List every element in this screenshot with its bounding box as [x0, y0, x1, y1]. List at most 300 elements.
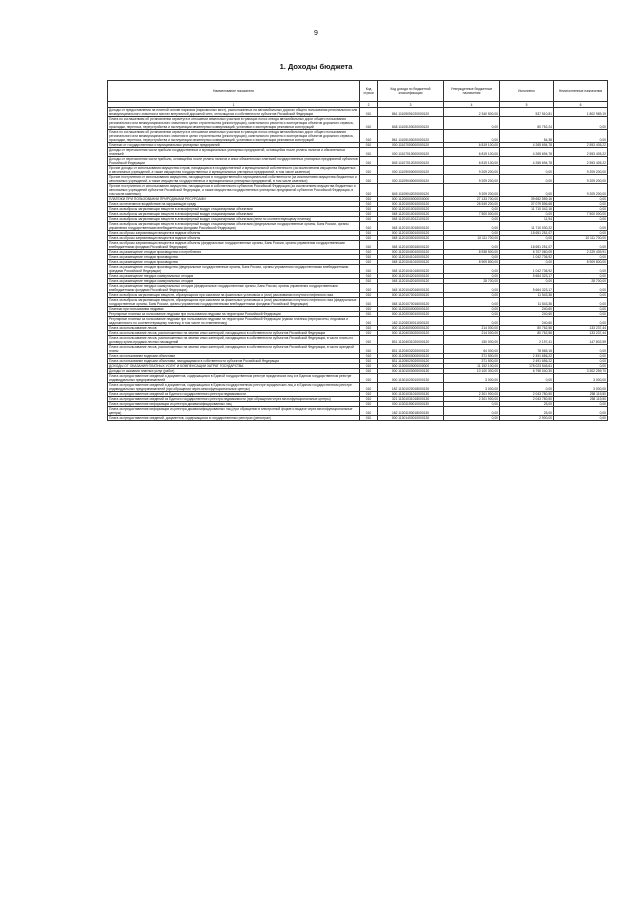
line-code-cell: 010 — [360, 222, 378, 231]
line-code-cell: 010 — [360, 364, 378, 369]
unexecuted-amount-cell: 0,00 — [554, 312, 608, 317]
line-code-cell: 010 — [360, 157, 378, 166]
line-code-cell: 010 — [360, 255, 378, 260]
unexecuted-amount-cell: 9 209 200,00 — [554, 184, 608, 197]
indicator-name-cell: Плата за размещение отходов производства (федеральные государственные органы, Банк России, органы управления государственными внебюджетными фондами Российской Федерации) — [108, 265, 360, 274]
line-code-cell: 010 — [360, 354, 378, 359]
executed-amount-cell: 4 265 694,78 — [500, 148, 554, 157]
approved-amount-cell: 8 909 800,00 — [444, 260, 500, 265]
header-line-code: Код строки — [360, 81, 378, 102]
executed-amount-cell: 6 707 060,09 — [500, 250, 554, 255]
table-row — [108, 148, 608, 157]
approved-amount-cell: 7 500 000,00 — [444, 212, 500, 217]
approved-amount-cell: 0,00 — [444, 312, 500, 317]
unexecuted-amount-cell: 0,00 — [554, 364, 608, 369]
indicator-name-cell: Плата за выбросы загрязняющих веществ, образующихся при сжигании на факельных установках и (или) рассеивании попутного нефтяного газа (федеральные государственные органы, Банк России, органы управления государственными внебюджетными фондами Российской Федерации) — [108, 298, 360, 307]
unexecuted-amount-cell: 3 000,00 — [554, 383, 608, 392]
approved-amount-cell: 6 819 100,00 — [444, 157, 500, 166]
table-row — [108, 222, 608, 231]
unexecuted-amount-cell: 0,00 — [554, 359, 608, 364]
line-code-cell: 010 — [360, 392, 378, 397]
line-code-cell: 010 — [360, 241, 378, 250]
indicator-name-cell: Плата за размещение отходов производства — [108, 255, 360, 260]
income-code-cell: 831 11204032020000120 — [378, 345, 444, 354]
unexecuted-amount-cell: 0,00 — [554, 307, 608, 312]
column-number: 3 — [378, 102, 444, 108]
approved-amount-cell: 0,00 — [444, 416, 500, 421]
line-code-cell: 010 — [360, 260, 378, 265]
line-code-cell: 010 — [360, 359, 378, 364]
unexecuted-amount-cell: 2 229 439,91 — [554, 250, 608, 255]
executed-amount-cell: 5 664 323,17 — [500, 274, 554, 279]
unexecuted-amount-cell: 9 209 200,00 — [554, 175, 608, 184]
approved-amount-cell: 0,00 — [444, 207, 500, 212]
line-code-cell: 010 — [360, 166, 378, 175]
executed-amount-cell: 240,60 — [500, 317, 554, 326]
approved-amount-cell: 3 000,00 — [444, 383, 500, 392]
indicator-name-cell: Плата за использование лесов, расположенных на землях иных категорий, находящихся в собственности субъектов Российской Федерации, в части арендной платы — [108, 345, 360, 354]
approved-amount-cell: 0,00 — [444, 231, 500, 236]
indicator-name-cell: Плата за предоставление сведений, документов, содержащихся в государственных реестрах (регистрах) — [108, 416, 360, 421]
line-code-cell: 010 — [360, 217, 378, 222]
unexecuted-amount-cell: 2 553 405,22 — [554, 143, 608, 148]
executed-amount-cell: 0,00 — [500, 184, 554, 197]
unexecuted-amount-cell: 0,00 — [554, 217, 608, 222]
income-code-cell: 182 11301190018000130 — [378, 407, 444, 416]
indicator-name-cell: Плата за предоставление сведений и документов, содержащихся в Единой государственном реестре юридических лиц и в Едином государственном реестре индивидуальных предпринимателей — [108, 374, 360, 383]
unexecuted-amount-cell: 0,00 — [554, 231, 608, 236]
income-code-cell: 000 11109000000000120 — [378, 166, 444, 175]
income-code-cell: 000 11204000000000120 — [378, 326, 444, 331]
approved-amount-cell: 26 549 200,00 — [444, 202, 500, 207]
executed-amount-cell: 240,60 — [500, 307, 554, 312]
line-code-cell: 010 — [360, 383, 378, 392]
approved-amount-cell: 2 340 500,00 — [444, 108, 500, 117]
income-code-cell: 848 11105100020000120 — [378, 117, 444, 130]
unexecuted-amount-cell: 258 119,50 — [554, 392, 608, 397]
approved-amount-cell: 8 938 500,00 — [444, 250, 500, 255]
unexecuted-amount-cell: 0,00 — [554, 265, 608, 274]
income-code-cell: 000 11109040000000120 — [378, 175, 444, 184]
income-code-cell: 182 11301020018000130 — [378, 383, 444, 392]
indicator-name-cell: Доходы от оказания платных услуг (работ) — [108, 369, 360, 374]
unexecuted-amount-cell: 133 237,44 — [554, 326, 608, 331]
income-code-cell: 182 11202030011000120 — [378, 317, 444, 326]
indicator-name-cell: Плата за сбросы загрязняющих веществ в водные объекты — [108, 231, 360, 236]
income-code-cell: 048 11201042010000120 — [378, 279, 444, 284]
indicator-name-cell: Плата за пользование водными объектами, находящимися в собственности субъектов Российской Федерации — [108, 359, 360, 364]
approved-amount-cell: 0,00 — [444, 293, 500, 298]
table-row — [108, 345, 608, 354]
executed-amount-cell: 25,00 — [500, 407, 554, 416]
table-row — [108, 241, 608, 250]
approved-amount-cell: 0,00 — [444, 407, 500, 416]
unexecuted-amount-cell: 3 000,00 — [554, 374, 608, 383]
indicator-name-cell: Плата за пользование водными объектами — [108, 354, 360, 359]
executed-amount-cell: 2 197,41 — [500, 336, 554, 345]
indicator-name-cell: Регулярные платежи за пользование недрами при пользовании недрами на территории Российской Федерации (суммы платежа (перерасчеты, недоимка и задолженность по соответствующему платежу, в том числе по отмененному) — [108, 317, 360, 326]
executed-amount-cell: 2 043 780,50 — [500, 397, 554, 402]
income-code-cell: 048 11201030010000120 — [378, 236, 444, 241]
line-code-cell: 010 — [360, 250, 378, 255]
indicator-name-cell: Доходы от перечисления части прибыли, остающейся после уплаты налогов и иных обязательных платежей государственных унитарных предприятий субъектов Российской Федерации — [109, 157, 358, 165]
income-code-cell: 000 11301031010000130 — [378, 392, 444, 397]
indicator-name-cell: Плата за размещение твердых коммунальных отходов (федеральные государственные органы, Банк России, органы управления государственными внебюджетными фондами Российской Федерации) — [108, 284, 360, 293]
line-code-cell: 010 — [360, 298, 378, 307]
unexecuted-amount-cell: 0,00 — [554, 255, 608, 260]
executed-amount-cell: 4 265 694,78 — [500, 157, 554, 166]
indicator-name-cell: Плата по соглашениям об установлении сервитута в отношении земельных участков в границах полос отвода автомобильных дорог общего пользования регионального или межмуниципального значения в целях строительства (реконструкции), капитального ремонта и эксплуатации объектов дорожного сервиса, прокладки, переноса, переустройства и эксплуатации инженерных коммуникаций, установки и эксплуатации рекламных конструкций — [108, 130, 360, 143]
approved-amount-cell: 9 209 200,00 — [444, 184, 500, 197]
approved-amount-cell: 0,00 — [444, 284, 500, 293]
line-code-cell: 010 — [360, 416, 378, 421]
income-code-cell: 861 11105100020000120 — [378, 130, 444, 143]
approved-amount-cell: 10 100 300,00 — [444, 369, 500, 374]
income-code-cell: 000 11201040010000120 — [378, 250, 444, 255]
table-row — [108, 374, 608, 383]
executed-amount-cell: 18 651 251,07 — [500, 231, 554, 236]
income-code-cell: 048 11201010010000120 — [378, 212, 444, 217]
column-number: 1 — [108, 102, 360, 108]
approved-amount-cell: 0,00 — [444, 217, 500, 222]
line-code-cell: 010 — [360, 326, 378, 331]
income-code-cell: 000 11107000000000120 — [378, 143, 444, 148]
executed-amount-cell: 178 023 546,61 — [500, 364, 554, 369]
unexecuted-amount-cell: 1 802 989,19 — [554, 108, 608, 117]
income-code-cell: 048 11201030016000120 — [378, 241, 444, 250]
approved-amount-cell: 27 133 700,00 — [444, 197, 500, 202]
approved-amount-cell: 0,00 — [444, 130, 500, 143]
unexecuted-amount-cell: 2 553 405,22 — [554, 148, 608, 157]
unexecuted-amount-cell: 0,00 — [554, 207, 608, 212]
executed-amount-cell: 18 651 251,07 — [500, 241, 554, 250]
approved-amount-cell: 0,00 — [444, 222, 500, 231]
executed-amount-cell: 54,38 — [500, 130, 554, 143]
income-code-cell: 845 11107012020000120 — [378, 157, 444, 166]
indicator-name-cell: Плата за использование лесов, расположенных на землях иных категорий, находящихся в собственности субъектов Российской Федерации — [108, 331, 360, 336]
approved-amount-cell: 371 500,00 — [444, 354, 500, 359]
executed-amount-cell: 37 079 896,68 — [500, 202, 554, 207]
approved-amount-cell: 0,00 — [444, 307, 500, 312]
approved-amount-cell: 150 000,00 — [444, 336, 500, 345]
indicator-name-cell: Платежи от государственных и муниципальных унитарных предприятий — [108, 143, 360, 148]
header-income-code: Код дохода по бюджетной классификации — [378, 81, 444, 102]
executed-amount-cell: 11 543,36 — [500, 298, 554, 307]
income-code-cell: 000 11204030020000120 — [378, 331, 444, 336]
executed-amount-cell: 240,60 — [500, 312, 554, 317]
income-code-cell: 048 11201070016000120 — [378, 298, 444, 307]
table-row — [108, 407, 608, 416]
approved-amount-cell: 9 209 200,00 — [444, 175, 500, 184]
approved-amount-cell: 3 000,00 — [444, 374, 500, 383]
executed-amount-cell: 0,00 — [500, 175, 554, 184]
income-code-cell: 861 11105091020000120 — [378, 108, 444, 117]
executed-amount-cell: 25,00 — [500, 402, 554, 407]
executed-amount-cell: 80 762,56 — [500, 326, 554, 331]
indicator-name-cell: Плата за предоставление информации из реестра дисквалифицированных лиц — [108, 402, 360, 407]
executed-amount-cell: 0,00 — [500, 383, 554, 392]
approved-amount-cell: 64 000,00 — [444, 345, 500, 354]
unexecuted-amount-cell: 0,00 — [554, 354, 608, 359]
approved-amount-cell: 6 819 100,00 — [444, 148, 500, 157]
income-code-cell: 000 11301400010000130 — [378, 416, 444, 421]
unexecuted-amount-cell: 0,00 — [554, 197, 608, 202]
line-code-cell: 010 — [360, 317, 378, 326]
approved-amount-cell: 0,00 — [444, 117, 500, 130]
indicator-name-cell: Прочие поступления от использования имущества, находящегося в государственной и муниципальной собственности (за исключением имущества бюджетных и автономных учреждений, а также имущества государственных и муниципальных унитарных предприятий, в том числе казенных) — [108, 175, 360, 184]
executed-amount-cell: 2 491 656,22 — [500, 354, 554, 359]
approved-amount-cell: 0,00 — [444, 317, 500, 326]
indicator-name-cell: Плата за выбросы загрязняющих веществ в атмосферный воздух стационарными объектами (федеральные государственные органы, Банк России, органы управления государственными внебюджетными фондами Российской Федерации) — [108, 222, 360, 231]
income-code-cell: 000 11301190010000130 — [378, 402, 444, 407]
line-code-cell: 010 — [360, 279, 378, 284]
income-code-cell: 000 11107010000000120 — [378, 148, 444, 157]
indicator-name-cell: Плата за выбросы загрязняющих веществ в атмосферный воздух стационарными объектами (пени по соответствующему платежу) — [108, 217, 360, 222]
indicator-name-cell: Плата за размещение отходов производства — [108, 260, 360, 265]
approved-amount-cell: 2 301 900,00 — [444, 397, 500, 402]
line-code-cell: 010 — [360, 312, 378, 317]
executed-amount-cell: 2 900,00 — [500, 416, 554, 421]
budget-income-table — [107, 80, 608, 421]
executed-amount-cell: 80 752,24 — [500, 117, 554, 130]
unexecuted-amount-cell: 8 909 800,00 — [554, 260, 608, 265]
income-code-cell: 048 11201010016000120 — [378, 222, 444, 231]
income-code-cell: 048 11201042016000120 — [378, 284, 444, 293]
table-row — [108, 317, 608, 326]
executed-amount-cell: 0,00 — [500, 279, 554, 284]
line-code-cell: 010 — [360, 148, 378, 157]
unexecuted-amount-cell: 133 237,44 — [554, 331, 608, 336]
income-code-cell: 845 11109042020000120 — [378, 184, 444, 197]
indicator-name-cell: Плата за предоставление сведений и документов, содержащихся в Едином государственном реестре юридических лиц и в Едином государственном реестре индивидуальных предпринимателей (при обращении через многофункциональные центры) — [108, 383, 360, 392]
income-code-cell: 000 11201010010000120 — [378, 207, 444, 212]
line-code-cell: 010 — [360, 207, 378, 212]
column-number: 5 — [500, 102, 554, 108]
income-code-cell: 000 11300000000000000 — [378, 364, 444, 369]
unexecuted-amount-cell: 3 302 259,70 — [554, 369, 608, 374]
table-body — [108, 108, 608, 421]
header-executed: Исполнено — [500, 81, 554, 102]
executed-amount-cell: 4 265 694,78 — [500, 143, 554, 148]
indicator-name-cell: Плата за выбросы загрязняющих веществ, образующихся при сжигании на факельных установках и (или) рассеивании попутного нефтяного газа — [108, 293, 360, 298]
table-row — [108, 157, 608, 166]
approved-amount-cell: 9 209 200,00 — [444, 166, 500, 175]
executed-amount-cell: 2 043 780,50 — [500, 392, 554, 397]
executed-amount-cell: 78 565,15 — [500, 345, 554, 354]
line-code-cell: 010 — [360, 293, 378, 298]
unexecuted-amount-cell: 9 209 200,00 — [554, 166, 608, 175]
line-code-cell: 010 — [360, 284, 378, 293]
unexecuted-amount-cell: 7 500 000,00 — [554, 212, 608, 217]
indicator-name-cell: Плата за размещение твердых коммунальных отходов — [108, 274, 360, 279]
income-code-cell: 000 11201070010000120 — [378, 293, 444, 298]
approved-amount-cell: 6 819 100,00 — [444, 143, 500, 148]
executed-amount-cell: 0,00 — [500, 374, 554, 383]
line-code-cell: 010 — [360, 369, 378, 374]
line-code-cell: 010 — [360, 307, 378, 312]
indicator-name-cell: Доходы от перечисления части прибыли государственных и муниципальных унитарных предприятий, остающейся после уплаты налогов и обязательных платежей — [108, 148, 360, 157]
income-code-cell: 831 11205020020000120 — [378, 359, 444, 364]
income-code-cell: 000 11202000000000120 — [378, 307, 444, 312]
income-code-cell: 000 11301020010000130 — [378, 374, 444, 383]
executed-amount-cell: 6 798 040,30 — [500, 369, 554, 374]
page-number: 9 — [314, 30, 318, 37]
indicator-name-cell: Регулярные платежи за пользование недрами при пользовании недрами на территории Российской Федерации — [108, 312, 360, 317]
unexecuted-amount-cell: 0,00 — [554, 416, 608, 421]
income-code-cell: 000 11201030010000120 — [378, 231, 444, 236]
unexecuted-amount-cell: 0,00 — [554, 222, 608, 231]
executed-amount-cell: 5 664 323,17 — [500, 284, 554, 293]
executed-amount-cell: 0,00 — [500, 260, 554, 265]
unexecuted-amount-cell: 0,00 — [554, 284, 608, 293]
indicator-name-cell: Прочие поступления от использования имущества, находящегося в собственности субъектов Российской Федерации (за исключением имущества бюджетных и автономных учреждений субъектов Российской Федерации, а также имущества государственных унитарных предприятий субъектов Российской Федерации, в том числе казенных) — [108, 184, 360, 197]
unexecuted-amount-cell: 10 111 700,00 — [554, 236, 608, 241]
unexecuted-amount-cell: 0,00 — [554, 345, 608, 354]
unexecuted-amount-cell: 0,00 — [554, 130, 608, 143]
unexecuted-amount-cell: 0,00 — [554, 117, 608, 130]
line-code-cell: 010 — [360, 117, 378, 130]
unexecuted-amount-cell: 258 119,50 — [554, 397, 608, 402]
indicator-name-cell: Плата за размещение твердых коммунальных отходов — [108, 279, 360, 284]
line-code-cell: 010 — [360, 397, 378, 402]
indicator-name-cell: Плата за сбросы загрязняющих веществ в водные объекты — [108, 236, 360, 241]
table-row — [108, 166, 608, 175]
unexecuted-amount-cell: 0,00 — [554, 407, 608, 416]
table-row — [108, 117, 608, 130]
table-row — [108, 265, 608, 274]
executed-amount-cell: 0,00 — [500, 236, 554, 241]
unexecuted-amount-cell: 2 553 405,22 — [554, 157, 608, 166]
income-code-cell: 000 11201042010000120 — [378, 274, 444, 279]
line-code-cell: 010 — [360, 184, 378, 197]
approved-amount-cell: 0,00 — [444, 298, 500, 307]
approved-amount-cell: 10 111 700,00 — [444, 236, 500, 241]
table-header-row — [108, 81, 608, 102]
line-code-cell: 010 — [360, 231, 378, 236]
header-indicator-name: Наименование показателя — [108, 81, 360, 102]
indicator-name-cell: Плата за предоставление информации из реестра дисквалифицированных лиц (при обращении в электронной форме и выдаче через многофункциональные центры) — [108, 407, 360, 416]
table-row — [108, 416, 608, 421]
approved-amount-cell: 0,00 — [444, 265, 500, 274]
approved-amount-cell: 0,00 — [444, 255, 500, 260]
table-row — [108, 175, 608, 184]
column-number: 4 — [444, 102, 500, 108]
line-code-cell: 010 — [360, 345, 378, 354]
line-code-cell: 010 — [360, 202, 378, 207]
executed-amount-cell: 537 510,81 — [500, 108, 554, 117]
approved-amount-cell: 0,00 — [444, 241, 500, 250]
table-row — [108, 184, 608, 197]
income-code-cell: 321 11301031018000130 — [378, 397, 444, 402]
line-code-cell: 010 — [360, 197, 378, 202]
unexecuted-amount-cell: 0,00 — [554, 317, 608, 326]
line-code-cell: 010 — [360, 265, 378, 274]
indicator-name-cell: Плата за сбросы загрязняющих веществ в водные объекты (федеральные государственные органы, Банк России, органы управления государственными внебюджетными фондами Российской Федерации) — [108, 241, 360, 250]
executed-amount-cell: 0,00 — [500, 212, 554, 217]
line-code-cell: 010 — [360, 374, 378, 383]
income-code-cell: 000 11201041010000120 — [378, 255, 444, 260]
line-code-cell: 010 — [360, 331, 378, 336]
indicator-name-cell: Плата за использование лесов, расположенных на землях иных категорий, находящихся в собственности субъектов Российской Федерации, в части платы по договору купли-продажи лесных насаждений — [108, 336, 360, 345]
header-approved: Утвержденные бюджетные назначения — [444, 81, 500, 102]
line-code-cell: 010 — [360, 402, 378, 407]
approved-amount-cell: 214 000,00 — [444, 331, 500, 336]
table-row — [108, 108, 608, 117]
income-code-cell: 048 11201041016000120 — [378, 265, 444, 274]
indicator-name-cell: Плата за негативное воздействие на окружающую среду — [108, 202, 360, 207]
line-code-cell: 010 — [360, 108, 378, 117]
unexecuted-amount-cell: 0,00 — [554, 293, 608, 298]
unexecuted-amount-cell: 0,00 — [554, 274, 608, 279]
line-code-cell: 010 — [360, 130, 378, 143]
unexecuted-amount-cell: 0,00 — [554, 202, 608, 207]
executed-amount-cell: 1 042 736,92 — [500, 265, 554, 274]
line-code-cell: 010 — [360, 274, 378, 279]
table-row — [108, 284, 608, 293]
executed-amount-cell: 0,00 — [500, 166, 554, 175]
line-code-cell: 010 — [360, 236, 378, 241]
indicator-name-cell: Доходы от предоставления на платной основе парковок (парковочных мест), расположенных на автомобильных дорогах общего пользования регионального или межмуниципального значения и местах внеуличной дорожной сети, относящихся к собственности субъектов Российской Федерации — [108, 108, 360, 117]
indicator-name-cell: Плата за выбросы загрязняющих веществ в атмосферный воздух стационарными объектами — [108, 212, 360, 217]
income-code-cell: 000 11205000000000120 — [378, 354, 444, 359]
executed-amount-cell: 11 710 042,16 — [500, 207, 554, 212]
income-code-cell: 000 11202030010000120 — [378, 312, 444, 317]
unexecuted-amount-cell: 0,00 — [554, 402, 608, 407]
line-code-cell: 010 — [360, 143, 378, 148]
line-code-cell: 010 — [360, 407, 378, 416]
approved-amount-cell: 0,00 — [444, 402, 500, 407]
executed-amount-cell: 11 543,36 — [500, 293, 554, 298]
indicator-name-cell: Плата за выбросы загрязняющих веществ в атмосферный воздух стационарными объектами — [108, 207, 360, 212]
executed-amount-cell: 39 652 559,16 — [500, 197, 554, 202]
executed-amount-cell: 80 762,56 — [500, 331, 554, 336]
unexecuted-amount-cell: 28 700,00 — [554, 279, 608, 284]
unexecuted-amount-cell: 0,00 — [554, 298, 608, 307]
income-code-cell: 000 11201000010000120 — [378, 202, 444, 207]
table-row — [108, 130, 608, 143]
line-code-cell: 010 — [360, 212, 378, 217]
indicator-name-cell: Плата за использование лесов — [108, 326, 360, 331]
indicator-name-cell: ДОХОДЫ ОТ ОКАЗАНИЯ ПЛАТНЫХ УСЛУГ И КОМПЕНСАЦИИ ЗАТРАТ ГОСУДАРСТВА — [108, 364, 360, 369]
indicator-name-cell: Плата за размещение отходов производства и потребления — [108, 250, 360, 255]
executed-amount-cell: 11 710 030,22 — [500, 222, 554, 231]
unexecuted-amount-cell: 0,00 — [554, 241, 608, 250]
header-unexecuted: Неисполненные назначения — [554, 81, 608, 102]
income-code-cell: 000 11200000000000000 — [378, 197, 444, 202]
indicator-name-cell: ПЛАТЕЖИ ПРИ ПОЛЬЗОВАНИИ ПРИРОДНЫМИ РЕСУРСАМИ — [108, 197, 360, 202]
table-row — [108, 336, 608, 345]
unexecuted-amount-cell: 147 802,59 — [554, 336, 608, 345]
indicator-name-cell: Плата по соглашениям об установлении сервитута в отношении земельных участков в границах полос отвода автомобильных дорог общего пользования регионального или межмуниципального значения в целях строительства (реконструкции), капитального ремонта и эксплуатации объектов дорожного сервиса, прокладки, переноса, переустройства и эксплуатации инженерных коммуникаций, установки и эксплуатации рекламных конструкций — [108, 117, 360, 130]
executed-amount-cell: 11,94 — [500, 217, 554, 222]
approved-amount-cell: 371 500,00 — [444, 359, 500, 364]
column-number: 2 — [360, 102, 378, 108]
executed-amount-cell: 2 491 656,22 — [500, 359, 554, 364]
line-code-cell: 010 — [360, 336, 378, 345]
indicator-name-cell: Плата за предоставление сведений из Единого государственного реестра недвижимости (при обращении через многофункциональные центры) — [108, 397, 360, 402]
column-number: 6 — [554, 102, 608, 108]
approved-amount-cell: 2 301 900,00 — [444, 392, 500, 397]
approved-amount-cell: 11 152 100,00 — [444, 364, 500, 369]
income-code-cell: 048 11201041010000120 — [378, 260, 444, 265]
approved-amount-cell: 214 000,00 — [444, 326, 500, 331]
indicator-name-cell: Прочие доходы от использования имущества и прав, находящихся в государственной и муниципальной собственности (за исключением имущества бюджетных и автономных учреждений, а также имущества государственных и муниципальных унитарных предприятий, в том числе казенных) — [108, 166, 360, 175]
income-code-cell: 831 11204031020000120 — [378, 336, 444, 345]
income-code-cell: 048 11201010012100120 — [378, 217, 444, 222]
income-code-cell: 000 11301000000000130 — [378, 369, 444, 374]
table-row — [108, 298, 608, 307]
line-code-cell: 010 — [360, 175, 378, 184]
